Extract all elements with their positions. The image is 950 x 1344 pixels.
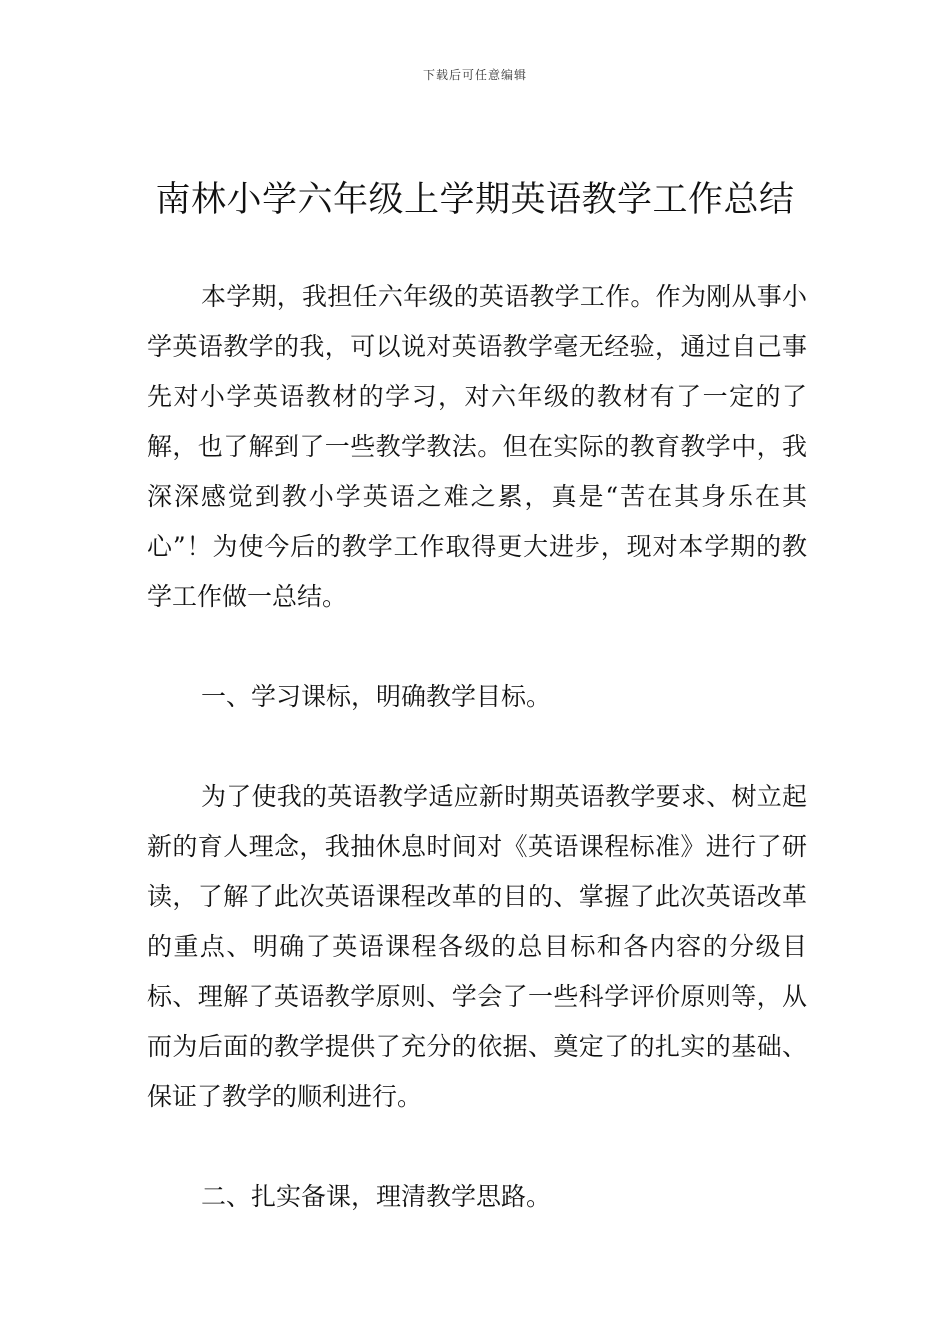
section-heading-1: 一、学习课标，明确教学目标。 xyxy=(201,682,552,711)
section-heading-2: 二、扎实备课，理清教学思路。 xyxy=(201,1182,552,1211)
paragraph-intro: 本学期，我担任六年级的英语教学工作。作为刚从事小学英语教学的我，可以说对英语教学毫无经验，通过自己事先对小学英语教材的学习，对六年级的教材有了一定的了解，也了解到了一些教学教法。但在实际的教育教学中，我深深感觉到教小学英语之难之累，真是“苦在其身乐在其心”！为使今后的教学工作取得更大进步，现对本学期的教学工作做一总结。 xyxy=(147,282,807,611)
document-title: 南林小学六年级上学期英语教学工作总结 xyxy=(155,180,795,220)
paragraph-section-1: 为了使我的英语教学适应新时期英语教学要求、树立起新的育人理念，我抽休息时间对《英语课程标准》进行了研读，了解了此次英语课程改革的目的、掌握了此次英语改革的重点、明确了英语课程各级的总目标和各内容的分级目标、理解了英语教学原则、学会了一些科学评价原则等，从而为后面的教学提供了充分的依据、奠定了的扎实的基础、保证了教学的顺利进行。 xyxy=(147,782,807,1111)
header-note: 下载后可任意编辑 xyxy=(422,68,527,82)
